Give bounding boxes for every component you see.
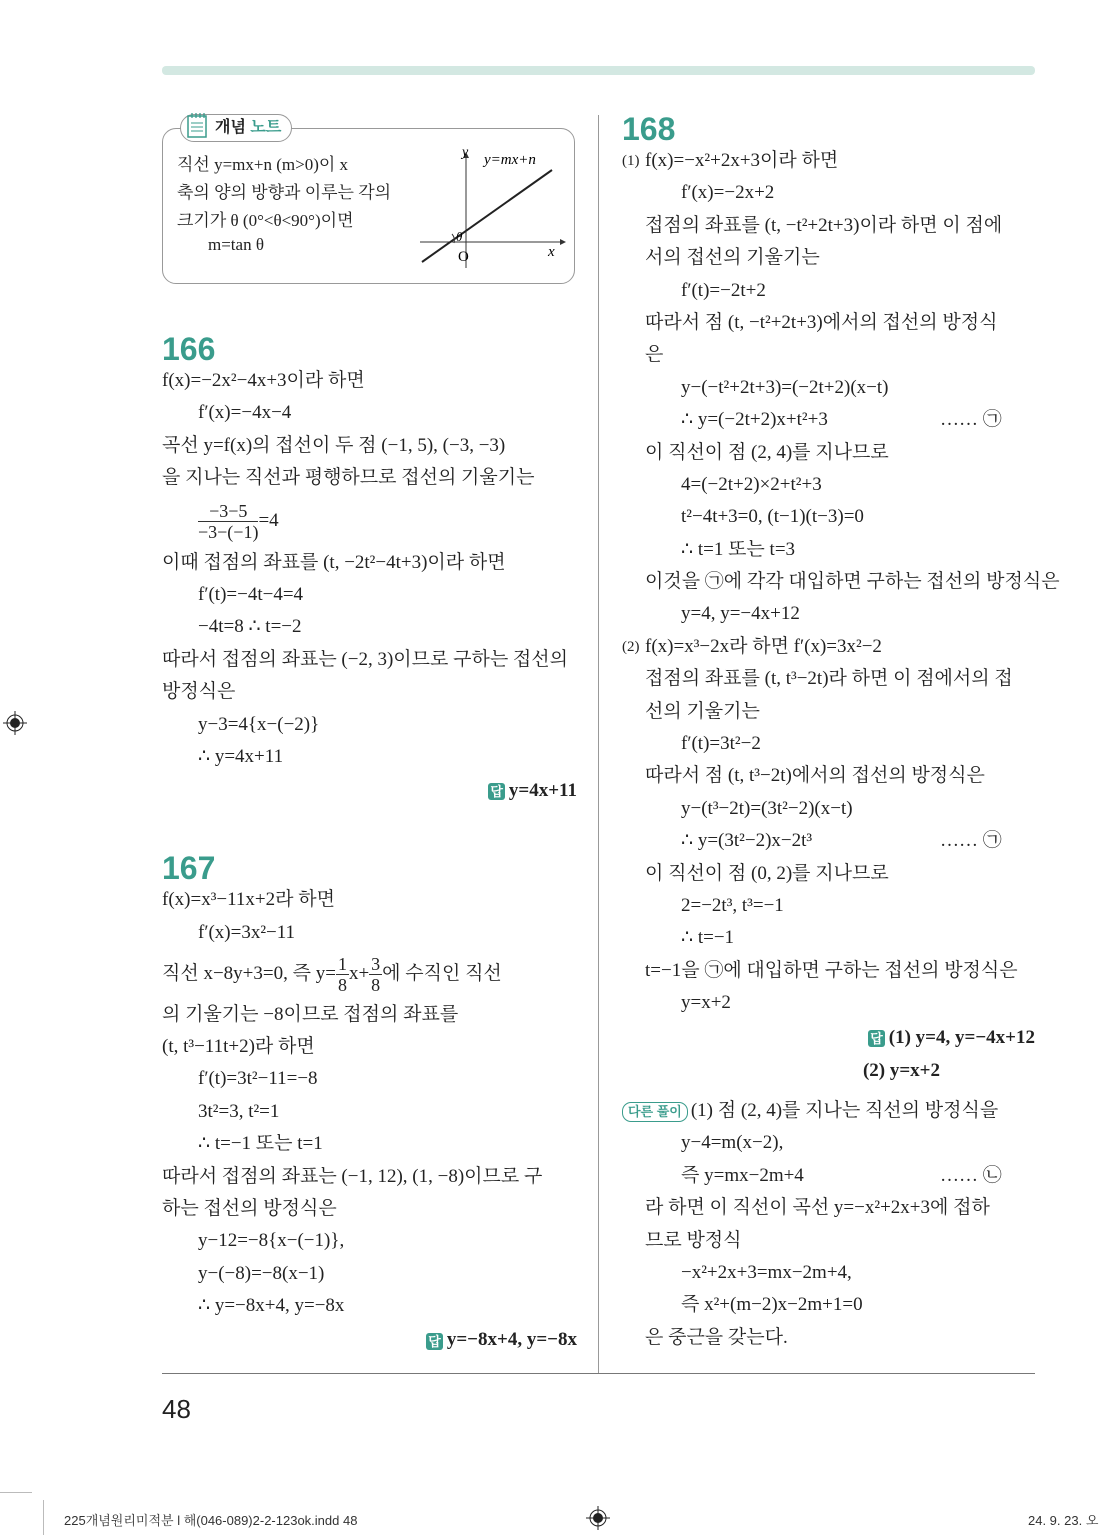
line-text: y−(−8)=−8(x−1) (198, 1262, 325, 1284)
solution-line (622, 858, 1037, 890)
solution-line (162, 999, 577, 1031)
line-text: 3t²=3, t²=1 (198, 1100, 280, 1122)
note-line: 크기가 θ (0°<θ<90°)이면 (177, 211, 354, 230)
solution-line (162, 1193, 577, 1225)
solution-line (622, 1127, 1037, 1159)
solution-line (162, 1225, 577, 1257)
fraction-numerator: 1 (337, 954, 347, 975)
line-text: f′(x)=−2x+2 (681, 182, 775, 204)
line-text: 이것을 ㉠에 각각 대입하면 구하는 접선의 방정식은 (645, 571, 1060, 593)
solution-line (162, 365, 577, 397)
problem-number: 168 (622, 111, 676, 147)
right-column (622, 111, 1060, 1354)
solution-line (162, 462, 577, 494)
solution-line (622, 987, 1037, 1019)
line-text: t²−4t+3=0, (t−1)(t−3)=0 (681, 506, 864, 528)
line-text: ∴ t=−1 또는 t=1 (198, 1133, 323, 1155)
equation-marker: …… ㉠ (940, 830, 1002, 852)
left-column (162, 333, 577, 1357)
solution-line (162, 676, 577, 708)
solution-line (622, 177, 1037, 209)
line-text: ∴ y=(3t²−2)x−2t³ (681, 830, 813, 852)
line-text: 즉 x²+(m−2)x−2m+1=0 (681, 1294, 863, 1316)
line-text: y=4, y=−4x+12 (681, 603, 800, 625)
line-text: (t, t³−11t+2)라 하면 (162, 1035, 315, 1057)
answer-badge: 답 (428, 1333, 441, 1349)
crop-mark (43, 1500, 44, 1535)
answer-text: y=4x+11 (508, 780, 577, 802)
line-text: 4=(−2t+2)×2+t²+3 (681, 473, 822, 495)
solution-line (622, 372, 1037, 404)
solution-line (622, 145, 1037, 177)
solution-line (162, 1128, 577, 1160)
line-text: f′(t)=3t²−11=−8 (198, 1068, 318, 1090)
solution-line (162, 709, 577, 741)
solution-line (162, 644, 577, 676)
line-text: 따라서 접점의 좌표는 (−1, 12), (1, −8)이므로 구 (162, 1165, 543, 1187)
fraction (369, 954, 382, 995)
line-text: f(x)=x³−2x라 하면 f′(x)=3x²−2 (645, 635, 882, 657)
line-text: =4 (258, 509, 279, 531)
footer-file-info: 225개념원리미적분 l 해(046-089)2-2-123ok.indd 48 (64, 1513, 358, 1528)
line-text: ∴ y=4x+11 (198, 745, 284, 767)
solution-line (162, 611, 577, 643)
line-text: 직선 x−8y+3=0, 즉 y= (162, 963, 336, 985)
line-text: f(x)=−x²+2x+3이라 하면 (645, 150, 839, 171)
line-text: f′(x)=−4x−4 (198, 402, 292, 424)
line-text: −x²+2x+3=mx−2m+4, (681, 1261, 852, 1283)
alt-solution-line (622, 1095, 1037, 1127)
footer-date: 24. 9. 23. 오 (1028, 1513, 1099, 1528)
solution-line (622, 598, 1037, 630)
problem-number: 166 (162, 331, 216, 367)
solution-line (162, 1063, 577, 1095)
solution-line (162, 884, 577, 916)
solution-line (162, 430, 577, 462)
fraction (198, 501, 258, 542)
line-text: 에 수직인 직선 (382, 963, 502, 985)
solution-line (162, 1258, 577, 1290)
answer-line (162, 773, 577, 808)
line-text: 므로 방정식 (645, 1229, 742, 1251)
fraction-denominator: 8 (371, 975, 381, 996)
header-bar (162, 66, 1035, 75)
line-text: 의 기울기는 −8이므로 접점의 좌표를 (162, 1003, 459, 1025)
solution-line (622, 1257, 1037, 1289)
line-graph (418, 148, 568, 273)
page-number: 48 (162, 1394, 191, 1424)
solution-line (162, 1031, 577, 1063)
line-text: 은 (645, 344, 664, 366)
answer-line (162, 1322, 577, 1357)
line-text: 접점의 좌표를 (t, −t²+2t+3)이라 하면 이 점에 (645, 214, 1003, 236)
fraction (336, 954, 349, 995)
answer-text: (1) y=4, y=−4x+12 (888, 1026, 1035, 1048)
solution-line (622, 469, 1037, 501)
line-text: 라 하면 이 직선이 곡선 y=−x²+2x+3에 접하 (645, 1197, 990, 1219)
line-text: f(x)=x³−11x+2라 하면 (162, 889, 335, 911)
solution-line (622, 275, 1037, 307)
solution-line (622, 1225, 1037, 1257)
line-text: 2=−2t³, t³=−1 (681, 894, 784, 916)
line-text: f′(t)=−2t+2 (681, 279, 766, 301)
line-text: f′(t)=−4t−4=4 (198, 583, 304, 605)
answer-text: (2) y=x+2 (862, 1059, 940, 1081)
note-tab-a: 개념 (215, 119, 246, 136)
line-text: ∴ t=1 또는 t=3 (681, 538, 796, 560)
solution-line (162, 1096, 577, 1128)
solution-line (622, 631, 1037, 663)
solution-section (162, 852, 577, 1357)
line-text: 이 직선이 점 (2, 4)를 지나므로 (645, 441, 889, 463)
line-text: 이때 접점의 좌표를 (t, −2t²−4t+3)이라 하면 (162, 551, 506, 573)
solution-line (622, 922, 1037, 954)
line-text: ∴ t=−1 (681, 927, 735, 949)
graph-angle: θ (456, 229, 463, 244)
alt-solution-badge: 다른 풀이 (622, 1102, 688, 1122)
line-text: 따라서 점 (t, −t²+2t+3)에서의 접선의 방정식 (645, 311, 998, 333)
solution-line (622, 1322, 1037, 1354)
line-text: y=x+2 (681, 992, 731, 1014)
solution-line (622, 404, 1037, 436)
solution-line (162, 1290, 577, 1322)
line-text: 곡선 y=f(x)의 접선이 두 점 (−1, 5), (−3, −3) (162, 434, 506, 456)
line-text: f′(t)=3t²−2 (681, 733, 761, 755)
line-text: ∴ y=−8x+4, y=−8x (198, 1295, 345, 1317)
solution-line (622, 566, 1060, 598)
fraction-denominator: 8 (337, 975, 347, 996)
line-text: 은 중근을 갖는다. (645, 1326, 788, 1348)
solution-line (162, 397, 577, 429)
line-text: 접점의 좌표를 (t, t³−2t)라 하면 이 점에서의 접 (645, 668, 1013, 690)
solution-line (622, 760, 1037, 792)
solution-line (162, 1161, 577, 1193)
solution-line (622, 437, 1037, 469)
solution-line (622, 890, 1037, 922)
line-text: y−3=4{x−(−2)} (198, 713, 320, 735)
line-text: 이 직선이 점 (0, 2)를 지나므로 (645, 862, 889, 884)
line-text: y−(t³−2t)=(3t²−2)(x−t) (681, 797, 853, 819)
line-text: y−4=m(x−2), (681, 1132, 784, 1154)
note-line: m=tan θ (208, 235, 264, 254)
line-text: f(x)=−2x²−4x+3이라 하면 (162, 370, 365, 391)
graph-equation: y=mx+n (484, 152, 536, 168)
solution-line (622, 339, 1037, 371)
bottom-rule (162, 1373, 1035, 1374)
line-text: 따라서 점 (t, t³−2t)에서의 접선의 방정식은 (645, 765, 985, 787)
answer-line (622, 1055, 1035, 1087)
equation-marker: …… ㉠ (940, 409, 1002, 431)
answer-text: y=−8x+4, y=−8x (446, 1329, 577, 1351)
note-tab-b: 노트 (250, 119, 282, 136)
solution-line (622, 534, 1037, 566)
graph-x-label: x (548, 244, 555, 260)
line-text: y−12=−8{x−(−1)}, (198, 1230, 345, 1252)
solution-line (622, 728, 1037, 760)
equation-marker: …… ㉡ (940, 1164, 1002, 1186)
line-text: y−(−t²+2t+3)=(−2t+2)(x−t) (681, 376, 889, 398)
item-label: (2) (622, 638, 640, 655)
solution-line (622, 307, 1037, 339)
fraction-numerator: 3 (371, 954, 381, 975)
line-text: 방정식은 (162, 681, 236, 703)
note-line: 축의 양의 방향과 이루는 각의 (177, 183, 392, 202)
line-text: f′(x)=3x²−11 (198, 921, 296, 943)
graph-y-label: y (462, 148, 469, 160)
line-text: 하는 접선의 방정식은 (162, 1197, 337, 1219)
solution-line (622, 955, 1037, 987)
solution-line (162, 547, 577, 579)
answer-line (622, 1020, 1035, 1055)
solution-line (162, 579, 577, 611)
solution-line (622, 242, 1037, 274)
line-text: (1) 점 (2, 4)를 지나는 직선의 방정식을 (690, 1099, 999, 1121)
notepad-icon (186, 112, 210, 140)
graph-origin: O (458, 249, 469, 265)
solution-line (622, 210, 1037, 242)
line-text: x+ (348, 963, 370, 985)
registration-mark-icon (3, 711, 27, 735)
line-text: 선의 기울기는 (645, 700, 760, 722)
solution-line (622, 663, 1037, 695)
solution-section (162, 333, 577, 808)
line-text: 서의 접선의 기울기는 (645, 247, 820, 269)
solution-line (622, 696, 1037, 728)
crop-mark (0, 1492, 32, 1493)
solution-line (622, 793, 1037, 825)
registration-mark-icon (586, 1506, 610, 1530)
line-text: 따라서 접점의 좌표는 (−2, 3)이므로 구하는 접선의 (162, 648, 568, 670)
column-divider (598, 115, 599, 1373)
solution-line (162, 949, 577, 999)
line-text: ∴ y=(−2t+2)x+t²+3 (681, 409, 828, 431)
answer-badge: 답 (870, 1030, 883, 1046)
fraction-numerator: −3−5 (198, 501, 258, 522)
line-text: t=−1을 ㉠에 대입하면 구하는 접선의 방정식은 (645, 959, 1018, 981)
solution-line (162, 495, 577, 547)
line-text: 을 지나는 직선과 평행하므로 접선의 기울기는 (162, 467, 535, 489)
solution-line (622, 1160, 1037, 1192)
fraction-denominator: −3−(−1) (198, 521, 259, 542)
item-label: (1) (622, 153, 640, 169)
line-text: 즉 y=mx−2m+4 (681, 1164, 804, 1186)
solution-line (622, 1289, 1037, 1321)
solution-line (622, 501, 1037, 533)
solution-section (622, 111, 1060, 1354)
answer-badge: 답 (490, 784, 503, 800)
solution-line (622, 1192, 1037, 1224)
solution-line (162, 917, 577, 949)
solution-line (162, 741, 577, 773)
problem-number: 167 (162, 850, 216, 887)
solution-line (622, 825, 1037, 857)
note-line: 직선 y=mx+n (m>0)이 x (177, 155, 349, 174)
line-text: −4t=8 ∴ t=−2 (198, 616, 302, 638)
